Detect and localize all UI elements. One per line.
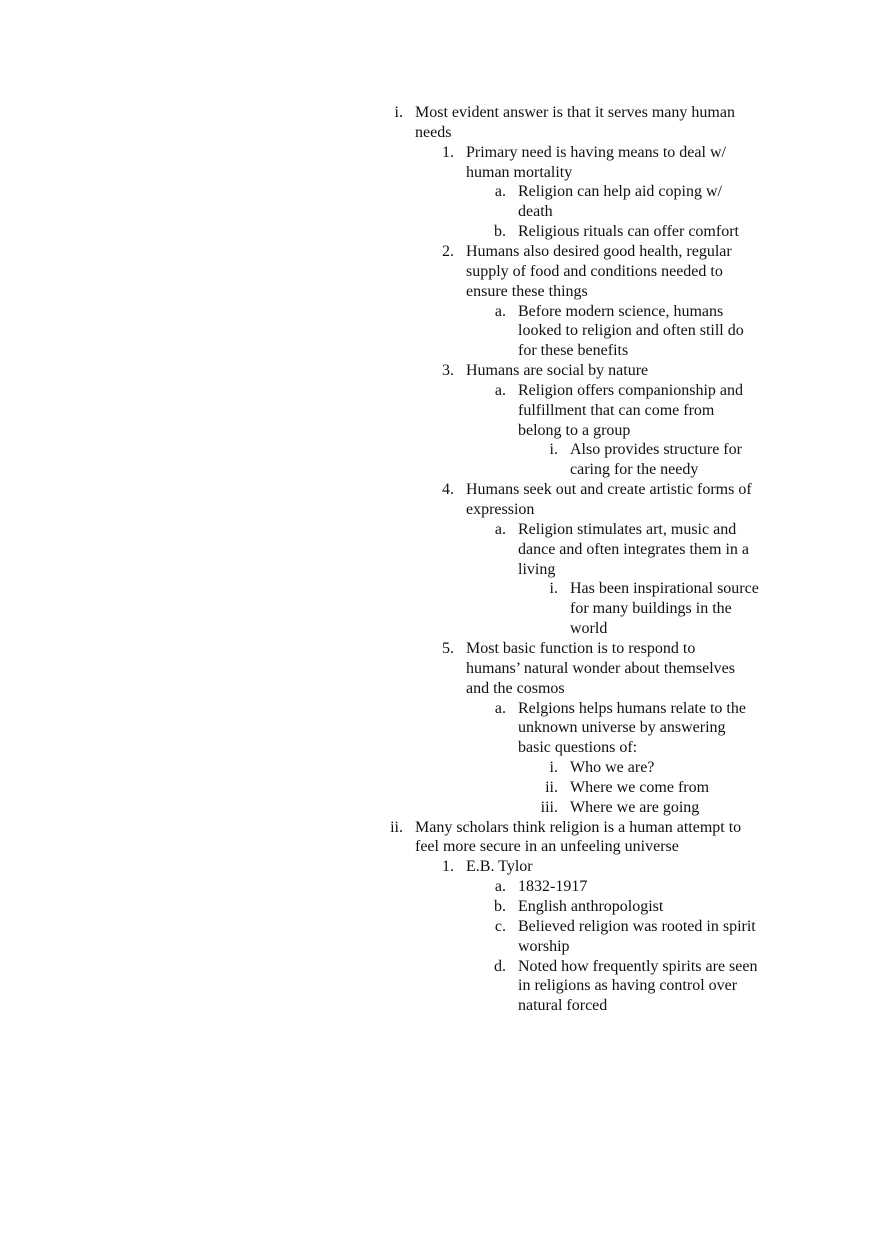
list-marker: 1. bbox=[442, 858, 454, 876]
list-marker: a. bbox=[494, 302, 506, 320]
list-item-text: Humans are social by nature bbox=[466, 362, 649, 380]
list-item-text: for these benefits bbox=[518, 342, 629, 360]
list-marker: c. bbox=[494, 917, 506, 935]
list-item-text: feel more secure in an unfeeling universe bbox=[415, 838, 679, 856]
list-item-text: basic questions of: bbox=[518, 739, 638, 757]
list-marker: 1. bbox=[442, 143, 454, 161]
list-item-text: expression bbox=[466, 501, 535, 518]
list-marker: i. bbox=[549, 441, 558, 459]
list-item-text: needs bbox=[415, 123, 452, 141]
list-item-text: Most basic function is to respond to bbox=[466, 639, 696, 657]
list-item-text: and the cosmos bbox=[466, 679, 565, 697]
list-marker: a. bbox=[494, 699, 506, 717]
list-item-text: death bbox=[518, 203, 553, 221]
list-item-text: Religion can help aid coping w/ bbox=[518, 183, 722, 201]
list-item-text: looked to religion and often still do bbox=[518, 322, 744, 340]
list-item-text: Relgions helps humans relate to the bbox=[518, 699, 746, 717]
list-item-text: natural forced bbox=[518, 997, 608, 1015]
list-item-text: Believed religion was rooted in spirit bbox=[518, 917, 756, 935]
list-marker: d. bbox=[494, 957, 506, 975]
list-item-text: Before modern science, humans bbox=[518, 302, 724, 320]
list-marker: b. bbox=[494, 898, 506, 915]
list-marker: 3. bbox=[442, 362, 454, 380]
list-marker: a. bbox=[494, 878, 506, 896]
list-item-text: Religion offers companionship and bbox=[518, 381, 743, 399]
list-marker: i. bbox=[549, 759, 558, 777]
list-item-text: living bbox=[518, 560, 556, 578]
list-item-text: supply of food and conditions needed to bbox=[466, 262, 723, 280]
list-item-text: humans’ natural wonder about themselves bbox=[466, 659, 735, 677]
list-item-text: Humans seek out and create artistic forms of bbox=[466, 481, 752, 499]
list-item-text: caring for the needy bbox=[570, 461, 699, 479]
list-marker: i. bbox=[549, 580, 558, 598]
list-item-text: in religions as having control over bbox=[518, 977, 738, 995]
list-marker: ii. bbox=[545, 778, 558, 796]
list-item-text: Religious rituals can offer comfort bbox=[518, 223, 739, 241]
list-item-text: Humans also desired good health, regular bbox=[466, 242, 732, 260]
list-item-text: for many buildings in the bbox=[570, 600, 732, 618]
list-item-text: world bbox=[570, 620, 608, 638]
list-item-text: E.B. Tylor bbox=[466, 858, 533, 876]
list-item-text: worship bbox=[518, 937, 570, 955]
list-marker: 2. bbox=[442, 242, 454, 260]
list-item-text: Noted how frequently spirits are seen bbox=[518, 957, 758, 975]
list-marker: a. bbox=[494, 520, 506, 538]
list-item-text: Who we are? bbox=[570, 759, 655, 777]
list-item-text: Where we come from bbox=[570, 778, 710, 796]
list-marker: 5. bbox=[442, 639, 454, 657]
list-marker: 4. bbox=[442, 481, 454, 499]
list-item-text: unknown universe by answering bbox=[518, 719, 726, 737]
list-marker: a. bbox=[494, 183, 506, 201]
list-item-text: Many scholars think religion is a human attempt to bbox=[415, 818, 742, 836]
list-marker: a. bbox=[494, 381, 506, 399]
list-item-text: Religion stimulates art, music and bbox=[518, 520, 737, 538]
list-marker: b. bbox=[494, 223, 506, 241]
list-item-text: Has been inspirational source bbox=[570, 580, 759, 598]
list-marker: i. bbox=[394, 104, 403, 121]
list-item-text: human mortality bbox=[466, 163, 573, 181]
list-item-text: dance and often integrates them in a bbox=[518, 540, 750, 558]
list-item-text: Also provides structure for bbox=[570, 441, 742, 459]
list-item-text: ensure these things bbox=[466, 282, 588, 300]
list-item-text: Most evident answer is that it serves many human bbox=[415, 104, 735, 121]
list-item-text: 1832-1917 bbox=[518, 878, 588, 896]
list-item-text: Where we are going bbox=[570, 798, 700, 816]
list-item-text: Primary need is having means to deal w/ bbox=[466, 143, 726, 161]
list-marker: iii. bbox=[540, 798, 558, 816]
list-item-text: fulfillment that can come from bbox=[518, 401, 715, 419]
list-item-text: belong to a group bbox=[518, 421, 631, 439]
list-marker: ii. bbox=[390, 818, 403, 836]
list-item-text: English anthropologist bbox=[518, 898, 664, 915]
